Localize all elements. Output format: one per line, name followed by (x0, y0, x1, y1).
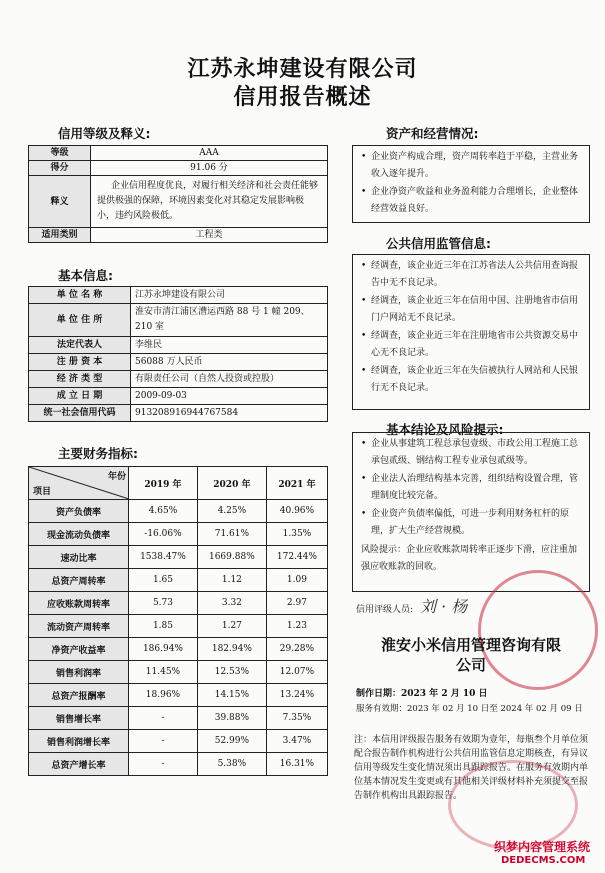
finance-header-row (29, 467, 328, 500)
credit-heading: 信用等级及释义: (58, 126, 151, 141)
bullet-icon: • (361, 187, 367, 197)
finance-item-name: 资产负债率 (29, 500, 129, 523)
bullet-icon: • (361, 261, 367, 271)
basic-label: 统一社会信用代码 (29, 405, 131, 422)
company-title: 江苏永坤建设有限公司 (187, 57, 418, 82)
finance-item-name: 流动资产周转率 (29, 615, 129, 638)
finance-value: - (129, 730, 198, 753)
basic-value: 913208916944767584 (131, 405, 328, 422)
public-item: • 经调查，该企业近三年在失信被执行人网站和人民银行无不良记录。 (361, 363, 581, 397)
conclusion-heading: 基本结论及风险提示: (386, 422, 504, 437)
finance-table (28, 466, 328, 776)
finance-value: 3.47% (266, 730, 327, 753)
basic-label: 经 济 类 型 (29, 371, 131, 388)
finance-value: - (129, 753, 198, 776)
finance-row (29, 638, 328, 661)
finance-value: 12.53% (197, 661, 266, 684)
finance-row (29, 592, 328, 615)
public-item: • 经调查，该企业近三年在注册地省市公共资源交易中心无不良记录。 (361, 328, 581, 362)
finance-value: 52.99% (197, 730, 266, 753)
conclusion-item: • 企业从事建筑工程总承包壹级、市政公用工程施工总承包贰级、钢结构工程专业承包贰级等。 (361, 436, 581, 470)
finance-value: 1.35% (266, 523, 327, 546)
finance-row (29, 546, 328, 569)
finance-row (29, 523, 328, 546)
finance-value: 186.94% (129, 638, 198, 661)
finance-row (29, 753, 328, 776)
evaluator-label: 信用评级人员: (356, 605, 414, 615)
year-header: 2020 年 (197, 467, 266, 500)
finance-value: 4.25% (197, 500, 266, 523)
finance-item-name: 应收账款周转率 (29, 592, 129, 615)
finance-value: 13.24% (266, 684, 327, 707)
credit-row (29, 228, 328, 243)
finance-value: 1.27 (197, 615, 266, 638)
finance-value: 2.97 (266, 592, 327, 615)
finance-value: 1.23 (266, 615, 327, 638)
basic-row (29, 304, 328, 337)
finance-value: 39.88% (197, 707, 266, 730)
conclusion-item: • 企业资产负债率偏低，可进一步利用财务杠杆的原理，扩大生产经营规模。 (361, 506, 581, 540)
conclusion-box (352, 432, 590, 592)
stamp-overlay (448, 760, 578, 850)
credit-value: 工程类 (91, 228, 328, 243)
finance-value: 182.94% (197, 638, 266, 661)
basic-row (29, 337, 328, 354)
finance-value: 1.65 (129, 569, 198, 592)
basic-table (28, 286, 328, 422)
bullet-icon: • (361, 439, 367, 449)
finance-row (29, 707, 328, 730)
report-title: 信用报告概述 (233, 85, 372, 110)
bullet-icon: • (361, 474, 367, 484)
footnote: 注：本信用评级报告服务有效期为壹年，每瓶叁个月单位须配合报告制作机构进行公共信用监管信息定期核查，有异议信用等级发生变化情况须出具跟踪报告。在服务有效期内单位基本情况发生变更或有其他相关评级材料补充须提交至报告制作机构出具跟踪报告。 (354, 735, 589, 801)
finance-value: 12.07% (266, 661, 327, 684)
finance-heading: 主要财务指标: (58, 446, 138, 461)
credit-row (29, 146, 328, 161)
public-box (352, 254, 590, 410)
issuer-company-line2: 公司 (455, 656, 486, 674)
assets-item: • 企业净资产收益和业务盈利能力合理增长，企业整体经营效益良好。 (361, 184, 581, 218)
credit-label: 等级 (29, 146, 91, 161)
assets-heading: 资产和经营情况: (386, 126, 479, 141)
finance-item-name: 现金流动负债率 (29, 523, 129, 546)
finance-corner-cell (29, 467, 129, 500)
basic-label: 单 位 名 称 (29, 287, 131, 304)
public-item: • 经调查，该企业近三年在江苏省法人公共信用查询报告中无不良记录。 (361, 258, 581, 292)
basic-value: 有限责任公司（自然人投资或控股） (131, 371, 328, 388)
finance-value: 11.45% (129, 661, 198, 684)
finance-value: 1.12 (197, 569, 266, 592)
basic-row (29, 388, 328, 405)
finance-item-name: 速动比率 (29, 546, 129, 569)
corner-year-label: 年份 (107, 472, 126, 482)
basic-value: 56088 万人民币 (131, 354, 328, 371)
finance-value: -16.06% (129, 523, 198, 546)
year-header: 2019 年 (129, 467, 198, 500)
finance-item-name: 销售利润率 (29, 661, 129, 684)
finance-row (29, 684, 328, 707)
basic-label: 法定代表人 (29, 337, 131, 354)
bullet-icon: • (361, 296, 367, 306)
public-heading: 公共信用监管信息: (386, 236, 491, 251)
credit-row (29, 161, 328, 176)
finance-item-name: 总资产周转率 (29, 569, 129, 592)
basic-label: 成 立 日 期 (29, 388, 131, 405)
finance-value: 1538.47% (129, 546, 198, 569)
basic-row (29, 354, 328, 371)
risk-note: 风险提示：企业应收账款周转率正逐步下滑，应注重加强应收账款的回收。 (361, 545, 578, 572)
public-item: • 经调查，该企业近三年在信用中国、注册地省市信用门户网站无不良记录。 (361, 293, 581, 327)
watermark-text: 织梦内容管理系统 (494, 840, 591, 854)
assets-item: • 企业资产构成合理，资产周转率趋于平稳，主营业务收入逐年提升。 (361, 149, 581, 183)
finance-value: 1.09 (266, 569, 327, 592)
credit-label: 释义 (29, 176, 91, 228)
basic-row (29, 287, 328, 304)
credit-label: 适用类别 (29, 228, 91, 243)
finance-value: 18.96% (129, 684, 198, 707)
bullet-icon: • (361, 331, 367, 341)
credit-value: 企业信用程度优良，对履行相关经济和社会责任能够提供极强的保障，环境因素变化对其稳定发展影响极小，违约风险极低。 (91, 176, 328, 228)
finance-value: 1669.88% (197, 546, 266, 569)
basic-value: 2009-09-03 (131, 388, 328, 405)
credit-row (29, 176, 328, 228)
basic-value: 淮安市清江浦区漕运西路 88 号 1 幢 209、210 室 (131, 304, 328, 337)
finance-row (29, 500, 328, 523)
basic-label: 注 册 资 本 (29, 354, 131, 371)
watermark-url: DEDECMS.COM (501, 855, 586, 866)
finance-item-name: 销售增长率 (29, 707, 129, 730)
bullet-icon: • (361, 152, 367, 162)
finance-value: 29.28% (266, 638, 327, 661)
credit-label: 得分 (29, 161, 91, 176)
finance-row (29, 569, 328, 592)
made-date: 制作日期：2023 年 2 月 10 日 (356, 689, 488, 699)
basic-row (29, 405, 328, 422)
credit-table (28, 145, 328, 243)
finance-value: 5.38% (197, 753, 266, 776)
valid-period: 服务有效期：2023 年 02 月 10 日至 2024 年 02 月 09 日 (356, 704, 583, 714)
basic-label: 单 位 住 所 (29, 304, 131, 337)
basic-value: 李维民 (131, 337, 328, 354)
finance-value: 3.32 (197, 592, 266, 615)
signature: 刘 · 杨 (420, 597, 468, 616)
bullet-icon: • (361, 509, 367, 519)
finance-item-name: 总资产增长率 (29, 753, 129, 776)
finance-item-name: 销售利润增长率 (29, 730, 129, 753)
finance-item-name: 净资产收益率 (29, 638, 129, 661)
conclusion-item: • 企业法人治理结构基本完善，组织结构设置合理，管理制度比较完备。 (361, 471, 581, 505)
finance-value: 172.44% (266, 546, 327, 569)
assets-box (352, 145, 590, 223)
finance-row (29, 661, 328, 684)
finance-value: 16.31% (266, 753, 327, 776)
finance-row (29, 615, 328, 638)
year-header: 2021 年 (266, 467, 327, 500)
finance-value: - (129, 707, 198, 730)
finance-value: 7.35% (266, 707, 327, 730)
finance-value: 1.85 (129, 615, 198, 638)
finance-value: 4.65% (129, 500, 198, 523)
credit-value: 91.06 分 (91, 161, 328, 176)
issuer-company-line1: 淮安小米信用管理咨询有限 (380, 636, 561, 654)
corner-item-label: 项目 (33, 487, 52, 497)
basic-value: 江苏永坤建设有限公司 (131, 287, 328, 304)
bullet-icon: • (361, 366, 367, 376)
finance-value: 71.61% (197, 523, 266, 546)
finance-value: 14.15% (197, 684, 266, 707)
basic-heading: 基本信息: (58, 268, 113, 283)
finance-row (29, 730, 328, 753)
finance-value: 5.73 (129, 592, 198, 615)
credit-value: AAA (91, 146, 328, 161)
basic-row (29, 371, 328, 388)
finance-item-name: 总资产报酬率 (29, 684, 129, 707)
finance-value: 40.96% (266, 500, 327, 523)
